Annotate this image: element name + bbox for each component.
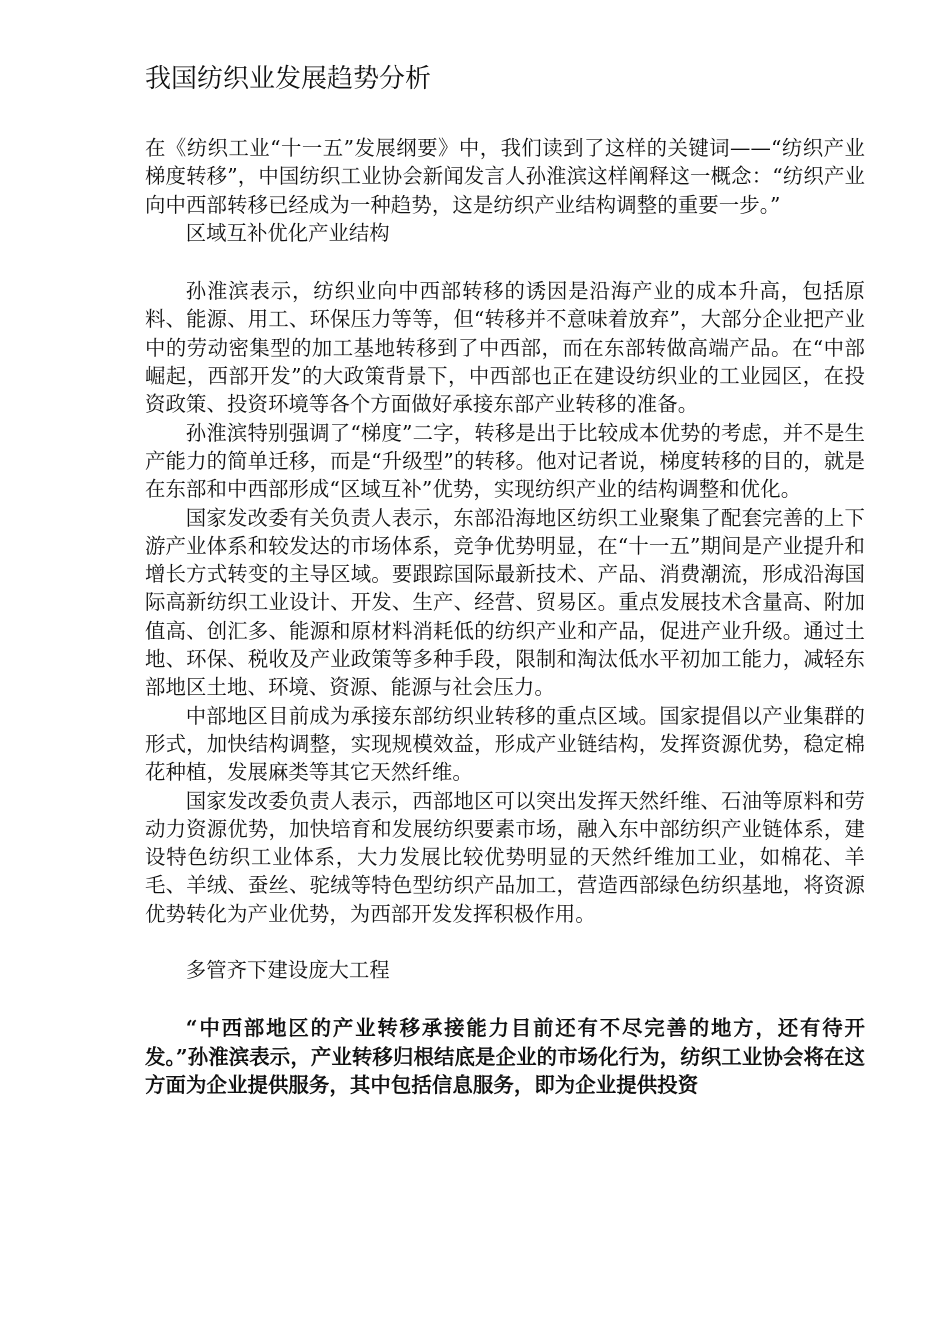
document-title: 我国纺织业发展趋势分析 (145, 64, 432, 94)
body-paragraph: 孙淮滨特别强调了“梯度”二字，转移是出于比较成本优势的考虑，并不是生产能力的简单迁移，而是“升级型”的转移。他对记者说，梯度转移的目的，就是在东部和中西部形成“区域互补”优势，实现纺织产业的结构调整和优化。 (145, 420, 865, 502)
section-heading-engineering: 多管齐下建设庞大工程 (185, 958, 390, 983)
section-heading-regional: 区域互补优化产业结构 (185, 220, 390, 245)
intro-paragraph: 在《纺织工业“十一五”发展纲要》中，我们读到了这样的关键词——“纺织产业梯度转移”，中国纺织工业协会新闻发言人孙淮滨这样阐释这一概念：“纺织产业向中西部转移已经成为一种趋势，这是纺织产业结构调整的重要一步。” (145, 136, 865, 217)
bold-paragraph: “中西部地区的产业转移承接能力目前还有不尽完善的地方，还有待开发。”孙淮滨表示，产业转移归根结底是企业的市场化行为，纺织工业协会将在这方面为企业提供服务，其中包括信息服务，即为企业提供投资 (145, 1016, 865, 1097)
document-page (145, 62, 865, 1099)
body-paragraph: 中部地区目前成为承接东部纺织业转移的重点区域。国家提倡以产业集群的形式，加快结构调整，实现规模效益，形成产业链结构，发挥资源优势，稳定棉花种植，发展麻类等其它天然纤维。 (145, 703, 865, 785)
body-paragraph: 国家发改委有关负责人表示，东部沿海地区纺织工业聚集了配套完善的上下游产业体系和较发达的市场体系，竞争优势明显，在“十一五”期间是产业提升和增长方式转变的主导区域。要跟踪国际最新技术、产品、消费潮流，形成沿海国际高新纺织工业设计、开发、生产、经营、贸易区。重点发展技术含量高、附加值高、创汇多、能源和原材料消耗低的纺织产业和产品，促进产业升级。通过土地、环保、税收及产业政策等多种手段，限制和淘汰低水平初加工能力，减轻东部地区土地、环境、资源、能源与社会压力。 (145, 505, 865, 700)
body-paragraph: 孙淮滨表示，纺织业向中西部转移的诱因是沿海产业的成本升高，包括原料、能源、用工、环保压力等等，但“转移并不意味着放弃”，大部分企业把产业中的劳动密集型的加工基地转移到了中西部，而在东部转做高端产品。在“中部崛起，西部开发”的大政策背景下，中西部也正在建设纺织业的工业园区，在投资政策、投资环境等各个方面做好承接东部产业转移的准备。 (145, 279, 865, 417)
body-paragraph: 国家发改委负责人表示，西部地区可以突出发挥天然纤维、石油等原料和劳动力资源优势，加快培育和发展纺织要素市场，融入东中部纺织产业链体系，建设特色纺织工业体系，大力发展比较优势明显的天然纤维加工业，如棉花、羊毛、羊绒、蚕丝、驼绒等特色型纺织产品加工，营造西部绿色纺织基地，将资源优势转化为产业优势，为西部开发发挥积极作用。 (145, 788, 865, 926)
